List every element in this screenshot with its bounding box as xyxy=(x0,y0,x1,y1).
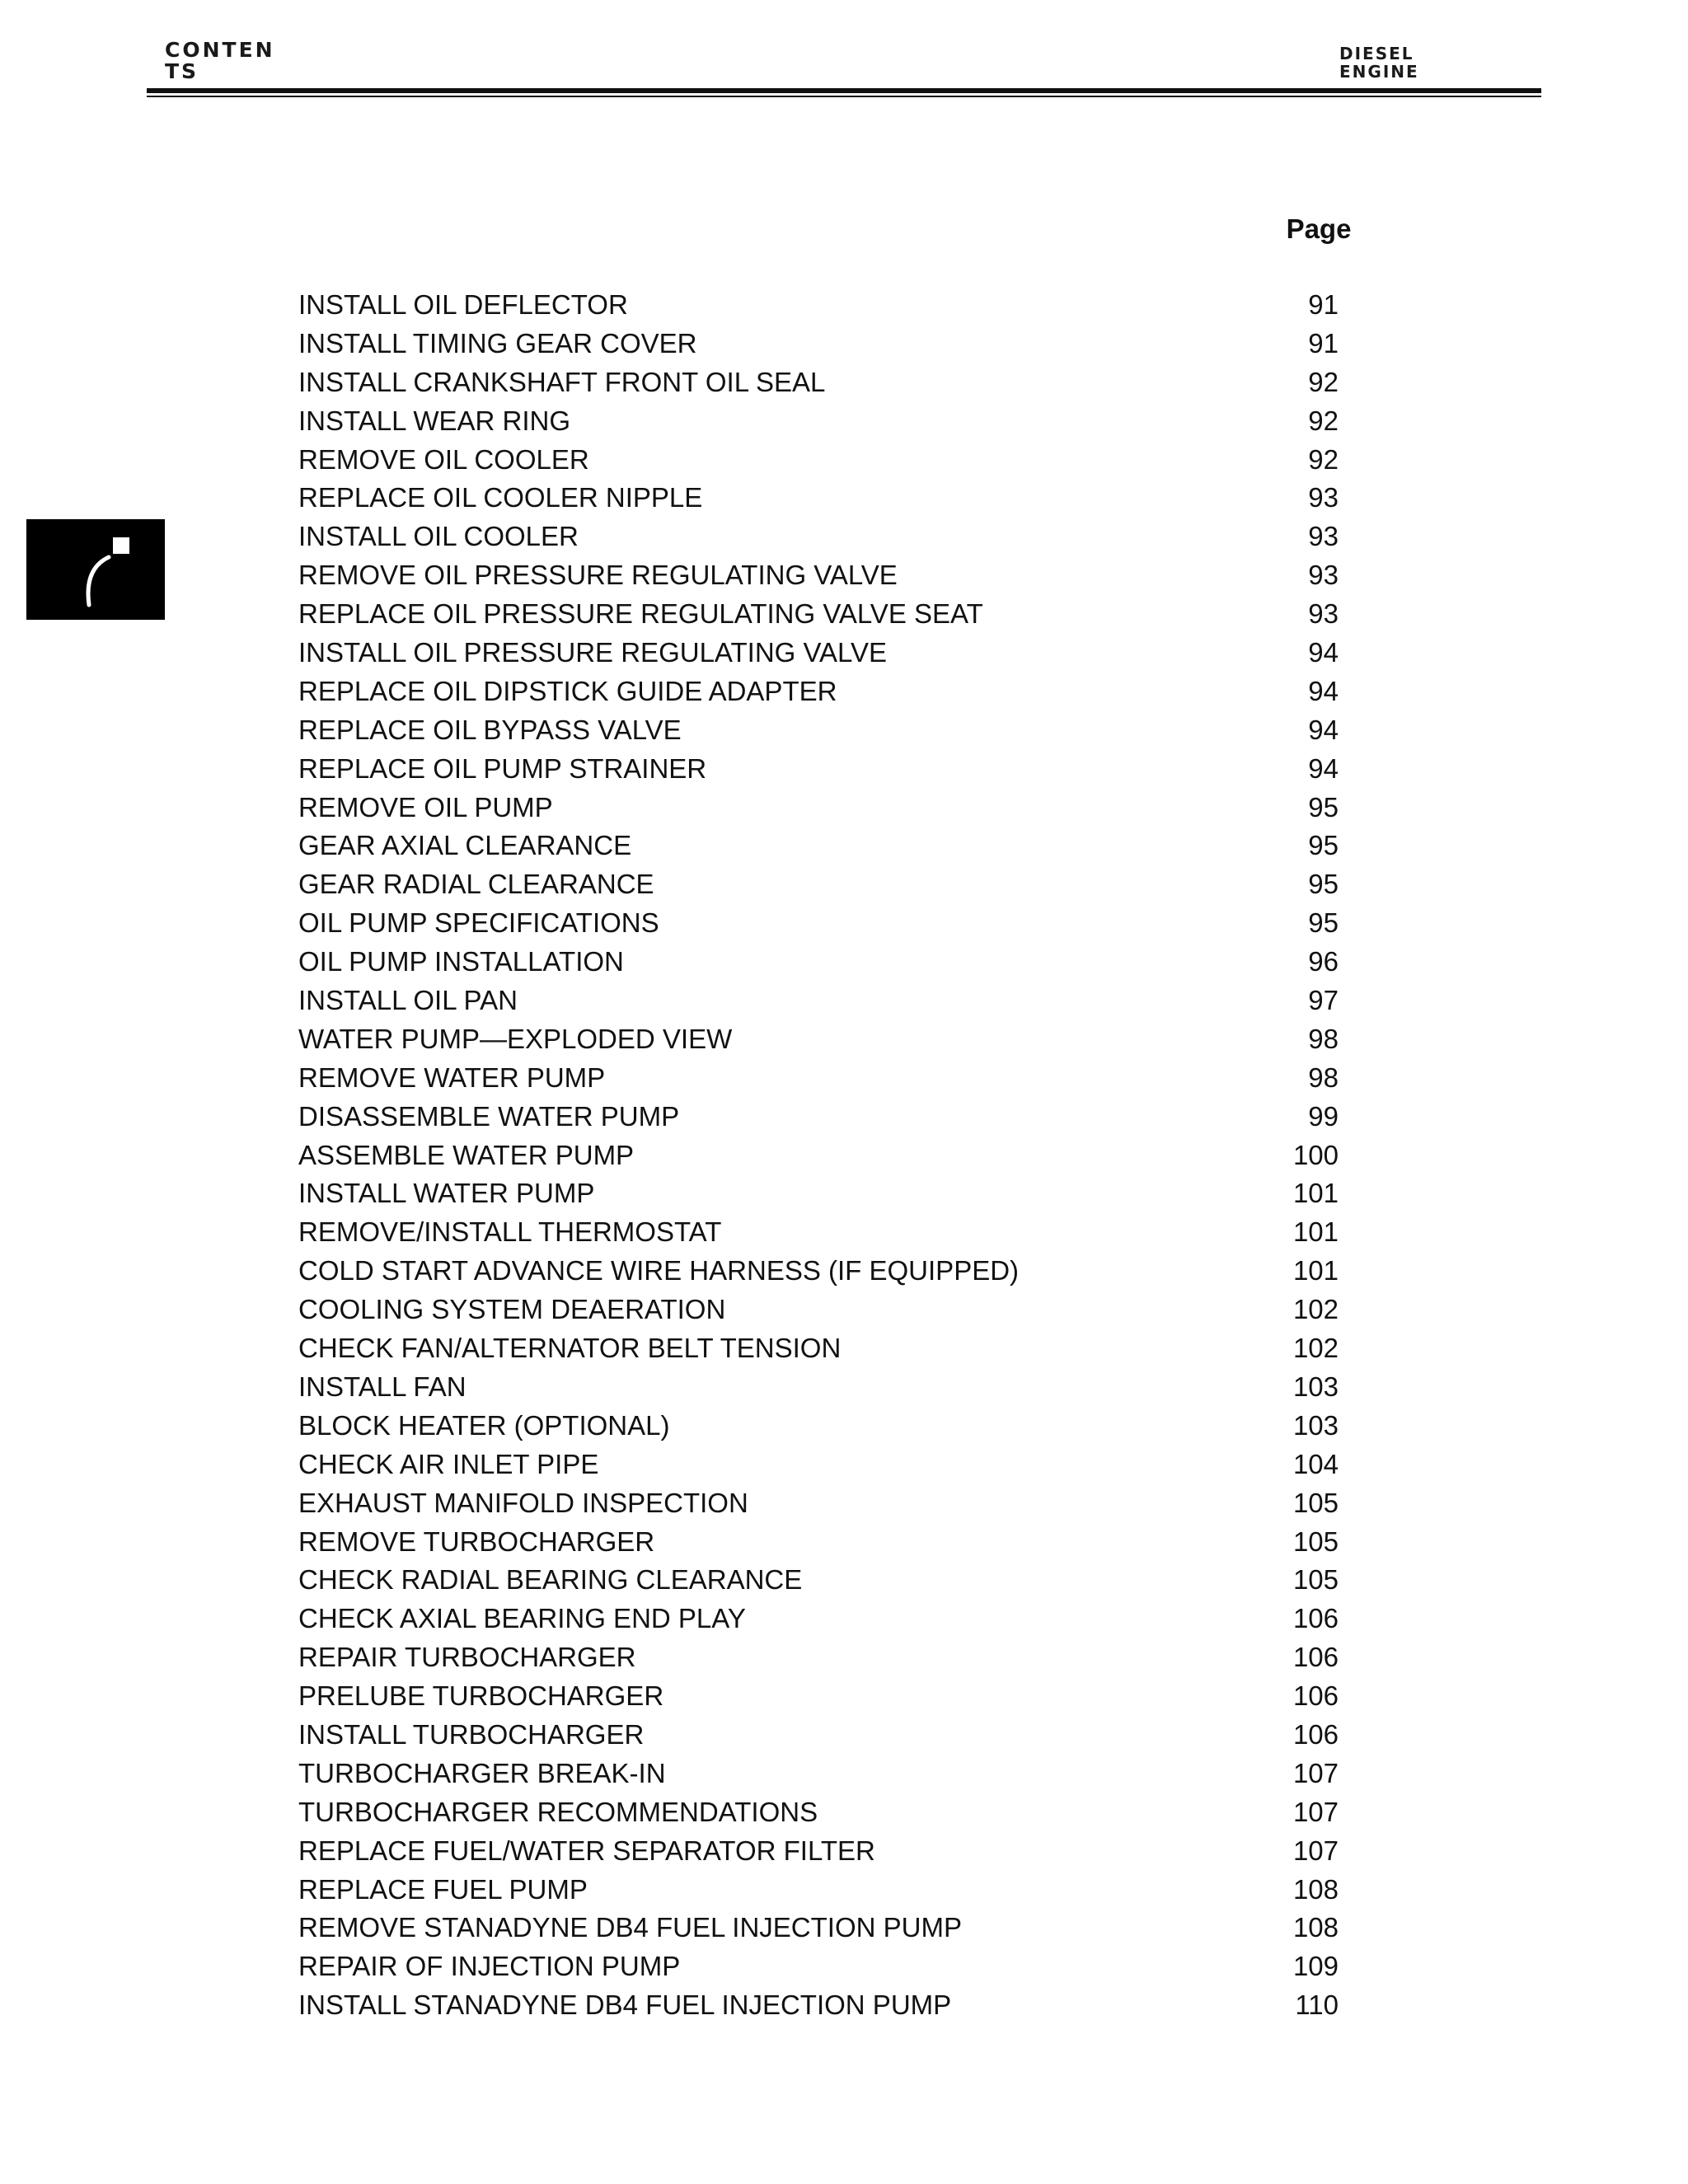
toc-entry-title: OIL PUMP SPECIFICATIONS xyxy=(298,907,659,939)
toc-entry-title: INSTALL FAN xyxy=(298,1371,467,1402)
toc-entry-page: 103 xyxy=(1292,1371,1339,1402)
toc-entry-title: REPLACE OIL PRESSURE REGULATING VALVE SEAT xyxy=(298,598,983,630)
toc-entry-page: 92 xyxy=(1308,443,1339,475)
toc-entry-title: BLOCK HEATER (OPTIONAL) xyxy=(298,1409,670,1441)
toc-entry-page: 92 xyxy=(1308,366,1339,397)
toc-entry-title: CHECK AIR INLET PIPE xyxy=(298,1448,599,1479)
toc-entry-page: 100 xyxy=(1292,1139,1339,1170)
toc-entry-title: REMOVE TURBOCHARGER xyxy=(298,1526,655,1557)
toc-entry-page: 96 xyxy=(1308,946,1339,977)
toc-entry[interactable] xyxy=(298,1409,1353,1448)
toc-entry-page: 98 xyxy=(1308,1062,1339,1093)
toc-entry-page: 93 xyxy=(1308,521,1339,552)
toc-entry-page: 107 xyxy=(1292,1796,1339,1827)
toc-entry[interactable] xyxy=(298,327,1353,366)
toc-entry-title: COLD START ADVANCE WIRE HARNESS (IF EQUIPPED) xyxy=(298,1255,1020,1286)
toc-entry-title: CHECK FAN/ALTERNATOR BELT TENSION xyxy=(298,1333,842,1364)
toc-entry[interactable] xyxy=(298,443,1353,482)
toc-entry-page: 105 xyxy=(1292,1564,1339,1596)
toc-entry[interactable] xyxy=(298,1835,1353,1873)
toc-entry-title: EXHAUST MANIFOLD INSPECTION xyxy=(298,1487,748,1518)
toc-entry-page: 108 xyxy=(1292,1912,1339,1943)
toc-entry-page: 101 xyxy=(1292,1216,1339,1248)
toc-entry[interactable] xyxy=(298,1602,1353,1641)
toc-entry-page: 106 xyxy=(1292,1680,1339,1712)
toc-entry[interactable] xyxy=(298,1680,1353,1718)
toc-entry[interactable] xyxy=(298,1448,1353,1487)
toc-entry-title: REMOVE OIL COOLER xyxy=(298,443,589,475)
toc-entry[interactable] xyxy=(298,1911,1353,1950)
toc-entry-title: INSTALL CRANKSHAFT FRONT OIL SEAL xyxy=(298,366,826,397)
toc-entry-page: 101 xyxy=(1292,1178,1339,1209)
toc-entry-page: 104 xyxy=(1292,1448,1339,1479)
toc-entry[interactable] xyxy=(298,868,1353,907)
toc-entry-page: 106 xyxy=(1292,1642,1339,1673)
toc-entry[interactable] xyxy=(298,405,1353,443)
toc-entry-page: 98 xyxy=(1308,1023,1339,1054)
toc-entry[interactable] xyxy=(298,1718,1353,1757)
toc-entry[interactable] xyxy=(298,288,1353,327)
header-section-title xyxy=(165,40,275,82)
toc-entry-title: TURBOCHARGER RECOMMENDATIONS xyxy=(298,1796,818,1827)
toc-entry-page: 106 xyxy=(1292,1718,1339,1750)
toc-entry-page: 93 xyxy=(1308,598,1339,630)
toc-entry[interactable] xyxy=(298,1177,1353,1216)
toc-entry[interactable] xyxy=(298,1796,1353,1835)
toc-entry-page: 99 xyxy=(1308,1100,1339,1132)
toc-entry[interactable] xyxy=(298,907,1353,945)
toc-entry-page: 93 xyxy=(1308,482,1339,513)
toc-entry-page: 94 xyxy=(1308,714,1339,745)
toc-entry-page: 105 xyxy=(1292,1526,1339,1557)
section-tab xyxy=(26,519,165,620)
toc-entry-page: 94 xyxy=(1308,637,1339,668)
toc-entry-page: 110 xyxy=(1295,1990,1339,2021)
toc-entry-title: REPLACE FUEL PUMP xyxy=(298,1873,588,1905)
header-section-title-line1: CONTEN xyxy=(165,38,275,62)
toc-entry-title: COOLING SYSTEM DEAERATION xyxy=(298,1294,726,1325)
toc-entry-page: 108 xyxy=(1292,1873,1339,1905)
toc-entry-page: 94 xyxy=(1308,675,1339,706)
toc-entry-page: 107 xyxy=(1292,1835,1339,1866)
toc-entry-title: INSTALL OIL PRESSURE REGULATING VALVE xyxy=(298,637,887,668)
toc-entry-title: REMOVE STANADYNE DB4 FUEL INJECTION PUMP xyxy=(298,1912,962,1943)
toc-entry-page: 109 xyxy=(1292,1951,1339,1982)
toc-entry-title: INSTALL OIL COOLER xyxy=(298,521,579,552)
toc-entry[interactable] xyxy=(298,559,1353,598)
toc-entry-title: INSTALL STANADYNE DB4 FUEL INJECTION PUMP xyxy=(298,1990,952,2021)
toc-entry-page: 93 xyxy=(1308,560,1339,591)
toc-entry-title: PRELUBE TURBOCHARGER xyxy=(298,1680,664,1712)
toc-entry[interactable] xyxy=(298,675,1353,714)
toc-entry[interactable] xyxy=(298,1293,1353,1332)
toc-entry[interactable] xyxy=(298,1254,1353,1293)
toc-entry-title: INSTALL TIMING GEAR COVER xyxy=(298,327,697,359)
toc-entry-page: 106 xyxy=(1292,1603,1339,1634)
toc-entry-page: 102 xyxy=(1292,1333,1339,1364)
toc-entry-page: 107 xyxy=(1292,1757,1339,1788)
header-section-title-line2: TS xyxy=(165,59,199,83)
toc-entry[interactable] xyxy=(298,829,1353,868)
toc-entry[interactable] xyxy=(298,1526,1353,1564)
header-manual-title-line1: DIESEL xyxy=(1339,44,1414,63)
toc-entry[interactable] xyxy=(298,520,1353,559)
toc-entry[interactable] xyxy=(298,481,1353,520)
toc-entry[interactable] xyxy=(298,1873,1353,1912)
header-manual-title-line2: ENGINE xyxy=(1339,62,1419,82)
toc-entry[interactable] xyxy=(298,984,1353,1023)
toc-entry-title: INSTALL WEAR RING xyxy=(298,405,571,436)
toc-entry-title: REMOVE/INSTALL THERMOSTAT xyxy=(298,1216,722,1248)
toc-entry[interactable] xyxy=(298,1216,1353,1254)
c-bracket-square-icon xyxy=(26,519,165,620)
toc-entry-title: CHECK RADIAL BEARING CLEARANCE xyxy=(298,1564,803,1596)
toc-entry-title: TURBOCHARGER BREAK-IN xyxy=(298,1757,666,1788)
toc-entry-title: REPLACE OIL DIPSTICK GUIDE ADAPTER xyxy=(298,675,837,706)
toc-entry[interactable] xyxy=(298,1062,1353,1100)
toc-entry-title: REMOVE OIL PUMP xyxy=(298,791,553,823)
toc-entry[interactable] xyxy=(298,1641,1353,1680)
toc-entry-title: REMOVE OIL PRESSURE REGULATING VALVE xyxy=(298,560,898,591)
toc-entry[interactable] xyxy=(298,1332,1353,1371)
toc-entry-title: INSTALL OIL PAN xyxy=(298,985,518,1016)
toc-entry-page: 94 xyxy=(1308,752,1339,784)
toc-entry-page: 95 xyxy=(1308,907,1339,939)
toc-entry-title: INSTALL TURBOCHARGER xyxy=(298,1718,645,1750)
toc-entry-page: 95 xyxy=(1308,791,1339,823)
toc-entry[interactable] xyxy=(298,1487,1353,1526)
toc-entry-page: 103 xyxy=(1292,1409,1339,1441)
toc-entry-title: ASSEMBLE WATER PUMP xyxy=(298,1139,635,1170)
toc-entry[interactable] xyxy=(298,1563,1353,1602)
toc-entry[interactable] xyxy=(298,945,1353,984)
toc-entry[interactable] xyxy=(298,1989,1353,2027)
toc-entry[interactable] xyxy=(298,1023,1353,1062)
toc-entry-title: INSTALL OIL DEFLECTOR xyxy=(298,289,628,320)
toc-entry[interactable] xyxy=(298,791,1353,830)
toc-entry-page: 95 xyxy=(1308,869,1339,900)
toc-entry[interactable] xyxy=(298,752,1353,791)
toc-entry[interactable] xyxy=(298,366,1353,405)
toc-entry-title: CHECK AXIAL BEARING END PLAY xyxy=(298,1603,746,1634)
toc-entry-title: REMOVE WATER PUMP xyxy=(298,1062,606,1093)
toc-entry[interactable] xyxy=(298,636,1353,675)
toc-entry-title: REPLACE OIL COOLER NIPPLE xyxy=(298,482,703,513)
toc-entry[interactable] xyxy=(298,1139,1353,1178)
toc-entry-page: 95 xyxy=(1308,830,1339,861)
toc-entry-title: REPLACE OIL PUMP STRAINER xyxy=(298,752,707,784)
toc-entry-title: GEAR AXIAL CLEARANCE xyxy=(298,830,632,861)
toc-entry[interactable] xyxy=(298,714,1353,752)
header-manual-title xyxy=(1339,45,1419,81)
toc-entry-page: 92 xyxy=(1308,405,1339,436)
toc-entry-page: 105 xyxy=(1292,1487,1339,1518)
header-rule-thick xyxy=(147,88,1541,93)
toc-entry-page: 91 xyxy=(1308,327,1339,359)
table-of-contents xyxy=(298,288,1353,2027)
toc-entry-title: REPLACE OIL BYPASS VALVE xyxy=(298,714,682,745)
toc-entry[interactable] xyxy=(298,1100,1353,1139)
toc-entry-title: INSTALL WATER PUMP xyxy=(298,1178,595,1209)
toc-entry-title: REPAIR OF INJECTION PUMP xyxy=(298,1951,681,1982)
toc-entry-title: DISASSEMBLE WATER PUMP xyxy=(298,1100,680,1132)
toc-entry-title: OIL PUMP INSTALLATION xyxy=(298,946,624,977)
toc-entry-title: WATER PUMP—EXPLODED VIEW xyxy=(298,1023,733,1054)
toc-entry-page: 102 xyxy=(1292,1294,1339,1325)
toc-entry[interactable] xyxy=(298,1950,1353,1989)
toc-entry-title: GEAR RADIAL CLEARANCE xyxy=(298,869,654,900)
toc-entry-page: 91 xyxy=(1308,289,1339,320)
page-column-heading: Page xyxy=(1286,213,1352,244)
toc-entry-page: 101 xyxy=(1292,1255,1339,1286)
toc-entry-title: REPLACE FUEL/WATER SEPARATOR FILTER xyxy=(298,1835,875,1866)
toc-entry-page: 97 xyxy=(1308,985,1339,1016)
header-rule-thin xyxy=(147,96,1541,97)
toc-entry[interactable] xyxy=(298,1371,1353,1409)
toc-entry-title: REPAIR TURBOCHARGER xyxy=(298,1642,636,1673)
toc-entry[interactable] xyxy=(298,598,1353,636)
toc-entry[interactable] xyxy=(298,1757,1353,1796)
